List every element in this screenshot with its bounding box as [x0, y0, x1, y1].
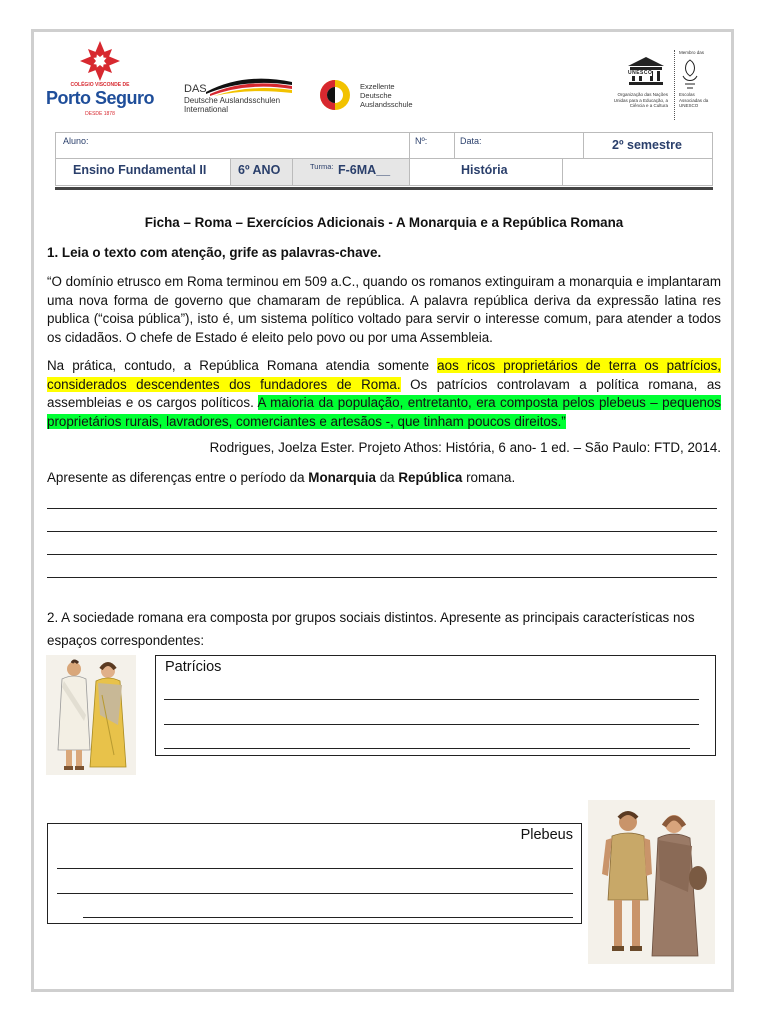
- numero-field[interactable]: [410, 133, 455, 159]
- para2-mid: Os patrícios controlavam a política romana, as assembleias e os cargos políticos.: [47, 376, 721, 411]
- q1b-monarquia: Monarquia: [308, 470, 376, 485]
- semestre-value: 2º semestre: [612, 138, 682, 152]
- semestre-cell: [584, 133, 712, 159]
- turma-label: Turma:: [310, 162, 334, 171]
- plebeians-illustration: [588, 800, 715, 964]
- question-1b: [47, 470, 515, 485]
- answer-line[interactable]: [47, 577, 717, 578]
- unesco-schools-icon: [680, 58, 700, 92]
- excellent-line1: Exzellente: [360, 82, 395, 91]
- turma-cell: [293, 159, 410, 185]
- worksheet-title: Ficha – Roma – Exercícios Adicionais - A Monarquia e a República Romana: [144, 215, 624, 230]
- empty-cell: [563, 159, 712, 185]
- excellent-school-icon: [318, 78, 352, 112]
- answer-line[interactable]: [47, 554, 717, 555]
- plebeus-label: Plebeus: [520, 827, 573, 843]
- disciplina-value: História: [461, 163, 508, 177]
- excellent-school-logo: [318, 78, 428, 114]
- ano-cell: [231, 159, 293, 185]
- numero-label: Nº:: [415, 136, 428, 146]
- q1b-mid: da: [376, 470, 399, 485]
- q1b-end: romana.: [462, 470, 516, 485]
- answer-line[interactable]: [47, 508, 717, 509]
- text-paragraph-1: “O domínio etrusco em Roma terminou em 509 a.C., quando os romanos extinguiram a monarquia e implantaram uma nova forma de governo que chamaram de república. A palavra república deriva da expressão latina res publica (“coisa pública”), isto é, um sistema político voltado para servir o interesse comum, para atender a todos os cidadãos. O chefe de Estado é eleito pelo povo ou por uma Assembleia.: [47, 274, 721, 345]
- unesco-divider: [674, 50, 676, 120]
- unesco-label: UNESCO: [628, 70, 653, 76]
- question-2: 2. A sociedade romana era composta por grupos sociais distintos. Apresente as principais características nos espaços correspondentes:: [47, 610, 695, 648]
- ensino-cell: [56, 159, 231, 185]
- school-name: Porto Seguro: [45, 88, 154, 108]
- para2-highlight-yellow: aos ricos proprietários de terra os patrícios, considerados descendentes dos fundadores de Roma.: [47, 358, 721, 392]
- das-line1: Deutsche Auslandsschulen: [184, 96, 281, 105]
- header-divider: [55, 187, 713, 190]
- q1b-republica: República: [398, 470, 463, 485]
- text-paragraph-2: [47, 357, 721, 431]
- excellent-line3: Auslandsschule: [360, 100, 413, 109]
- ano-value: 6º ANO: [238, 163, 281, 177]
- das-logo: [184, 76, 294, 120]
- disciplina-cell: [410, 159, 563, 185]
- para2-start: Na prática, contudo, a República Romana atendia somente: [47, 358, 438, 373]
- data-field[interactable]: [455, 133, 584, 159]
- porto-seguro-logo: [45, 40, 155, 122]
- citation: Rodrigues, Joelza Ester. Projeto Athos: História, 6 ano- 1 ed. – São Paulo: FTD, 2014.: [209, 440, 721, 455]
- unesco-member-label: Membro das: [679, 50, 705, 55]
- excellent-line2: Deutsche: [360, 91, 392, 100]
- patricians-illustration: [46, 655, 136, 775]
- question-1: 1. Leia o texto com atenção, grife as palavras-chave.: [47, 245, 382, 260]
- answer-line[interactable]: [164, 699, 699, 700]
- das-line2: International: [184, 105, 229, 114]
- answer-line[interactable]: [164, 724, 699, 725]
- plebeus-answer-box[interactable]: [47, 823, 582, 924]
- turma-value: F-6MA__: [338, 163, 391, 177]
- q1b-start: Apresente as diferenças entre o período da: [47, 470, 309, 485]
- aluno-label: Aluno:: [63, 136, 89, 146]
- ensino-value: Ensino Fundamental II: [73, 163, 207, 177]
- answer-line[interactable]: [57, 868, 573, 869]
- porto-seguro-cross-icon: [45, 40, 155, 82]
- answer-line[interactable]: [164, 748, 690, 749]
- unesco-schools-text: Escolas Associadas da UNESCO: [679, 92, 709, 108]
- school-small-label: COLÉGIO VISCONDE DE: [70, 82, 130, 88]
- patricios-answer-box[interactable]: [155, 655, 716, 756]
- data-label: Data:: [460, 136, 482, 146]
- das-swoosh-icon: [204, 76, 294, 96]
- para2-highlight-green: A maioria da população, entretanto, era composta pelos plebeus – pequenos proprietários rurais, lavradores, comerciantes e artesãos -, que tinham poucos direitos.”: [47, 395, 721, 429]
- das-abbr: DAS: [184, 83, 207, 95]
- student-info-table: [55, 132, 713, 186]
- aluno-field[interactable]: [56, 133, 410, 159]
- school-since: DESDE 1878: [85, 111, 115, 117]
- answer-line[interactable]: [83, 917, 573, 918]
- patricios-label: Patrícios: [165, 659, 222, 675]
- answer-line[interactable]: [57, 893, 573, 894]
- unesco-org-text: Organização das Nações Unidas para a Educação, a Ciência e a Cultura: [613, 92, 668, 108]
- answer-line[interactable]: [47, 531, 717, 532]
- unesco-logo: [612, 50, 722, 120]
